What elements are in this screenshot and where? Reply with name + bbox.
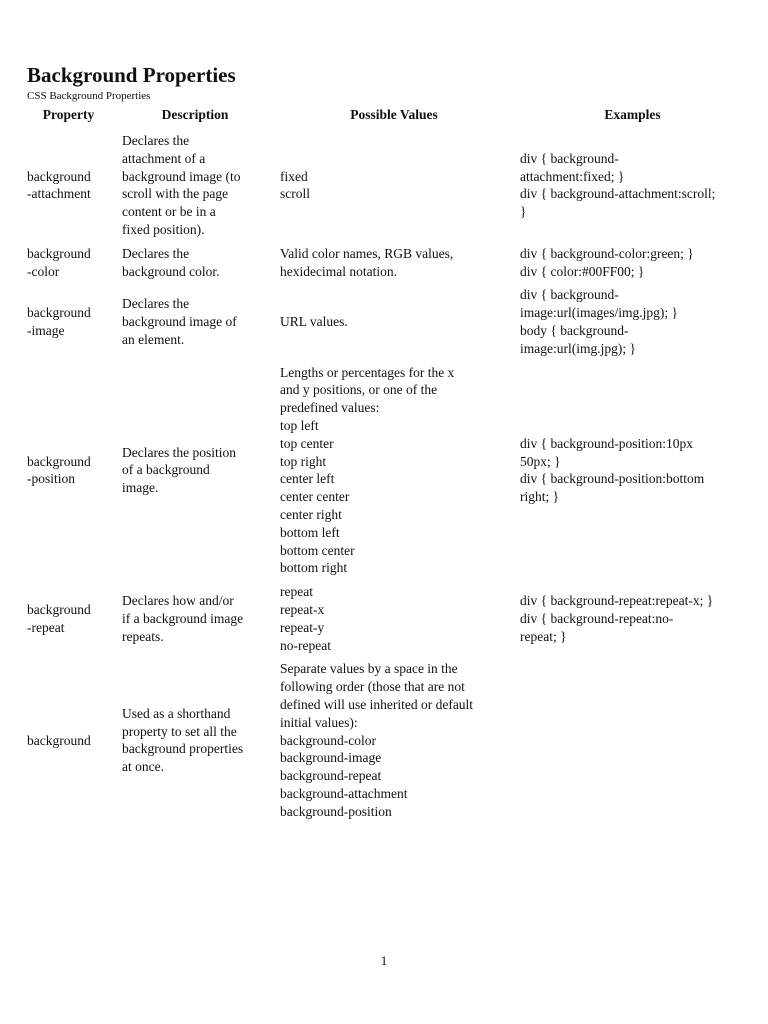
header-examples: Examples <box>604 107 661 122</box>
table-row <box>21 580 751 657</box>
cell-line: div { background- <box>520 150 619 166</box>
cell-line: Declares the <box>122 245 190 261</box>
cell-line: center right <box>280 506 342 522</box>
cell-line: of a background <box>122 462 210 478</box>
cell-line: background-repeat <box>280 768 382 784</box>
cell-line: bottom center <box>280 542 355 558</box>
description-cell <box>116 242 274 284</box>
cell-line: background image of <box>122 314 237 330</box>
description-cell <box>116 361 274 581</box>
cell-line: -repeat <box>27 619 65 635</box>
cell-line: Separate values by a space in the <box>280 661 458 677</box>
cell-line: scroll with the page <box>122 186 229 202</box>
property-cell <box>21 361 116 581</box>
property-cell <box>21 657 116 823</box>
header-possible-values: Possible Values <box>350 107 438 122</box>
cell-line: if a background image <box>122 610 244 626</box>
cell-line: -color <box>27 263 60 279</box>
cell-line: div { background-attachment:scroll; <box>520 186 716 202</box>
examples-cell <box>514 242 751 284</box>
possible-values-cell <box>274 129 514 242</box>
header-property: Property <box>42 107 95 122</box>
cell-line: center center <box>280 489 350 505</box>
page-number: 1 <box>380 953 388 968</box>
cell-line: an element. <box>122 331 185 347</box>
cell-line: image:url(images/img.jpg); } <box>520 305 678 321</box>
examples-cell <box>514 129 751 242</box>
cell-line: attachment:fixed; } <box>520 168 625 184</box>
cell-line: background <box>27 305 91 321</box>
cell-line: bottom right <box>280 560 348 576</box>
cell-line: Declares the position <box>122 444 236 460</box>
cell-line: center left <box>280 471 335 487</box>
cell-line: Declares the <box>122 133 190 148</box>
cell-line: right; } <box>520 489 560 505</box>
cell-line: top right <box>280 453 327 469</box>
possible-values-cell <box>274 361 514 581</box>
cell-line: Lengths or percentages for the x <box>280 364 455 380</box>
cell-line: background-attachment <box>280 785 408 801</box>
cell-line: top left <box>280 417 319 433</box>
cell-line: at once. <box>122 759 164 775</box>
header-description: Description <box>161 107 229 122</box>
cell-line: background-color <box>280 732 376 748</box>
cell-line: fixed <box>280 168 308 184</box>
cell-line: background <box>27 168 91 184</box>
cell-line: div { background-repeat:no- <box>520 610 674 626</box>
cell-line: Valid color names, RGB values, <box>280 245 454 261</box>
examples-cell <box>514 361 751 581</box>
cell-line: div { background-color:green; } <box>520 245 694 261</box>
cell-line: background color. <box>122 263 220 279</box>
property-cell <box>21 283 116 360</box>
cell-line: -attachment <box>27 186 91 202</box>
examples-cell <box>514 657 751 823</box>
cell-line: background-position <box>280 803 392 819</box>
cell-line: div { background-position:bottom <box>520 471 705 487</box>
examples-cell <box>514 283 751 360</box>
cell-line: background properties <box>122 741 244 757</box>
cell-line: div { background- <box>520 287 619 303</box>
cell-line: attachment of a <box>122 150 206 166</box>
cell-line: hexidecimal notation. <box>280 263 397 279</box>
possible-values-cell <box>274 242 514 284</box>
cell-line: Used as a shorthand <box>122 705 231 721</box>
table-row <box>21 242 751 284</box>
table-row <box>21 283 751 360</box>
table-row <box>21 361 751 581</box>
cell-line: scroll <box>280 186 310 202</box>
cell-line: background <box>27 453 91 469</box>
description-cell <box>116 129 274 242</box>
cell-line: repeat-y <box>280 619 325 635</box>
cell-line: property to set all the <box>122 723 237 739</box>
cell-line: fixed position). <box>122 221 205 237</box>
cell-line: body { background- <box>520 322 629 338</box>
cell-line: div { background-position:10px <box>520 435 693 451</box>
cell-line: repeats. <box>122 628 164 644</box>
cell-line: bottom left <box>280 524 340 540</box>
cell-line: image. <box>122 480 159 496</box>
description-cell <box>116 580 274 657</box>
cell-line: predefined values: <box>280 400 380 416</box>
cell-line: initial values): <box>280 714 358 730</box>
cell-line: div { color:#00FF00; } <box>520 263 645 279</box>
properties-table <box>21 103 751 823</box>
cell-line: repeat <box>280 584 313 600</box>
cell-line: background <box>27 245 91 261</box>
cell-line: top center <box>280 435 334 451</box>
possible-values-cell <box>274 283 514 360</box>
property-cell <box>21 580 116 657</box>
examples-cell <box>514 580 751 657</box>
cell-line: -position <box>27 471 76 487</box>
table-body <box>21 129 751 823</box>
cell-line: and y positions, or one of the <box>280 382 438 398</box>
cell-line: image:url(img.jpg); } <box>520 340 636 356</box>
cell-line: following order (those that are not <box>280 679 465 695</box>
cell-line: background <box>27 601 91 617</box>
cell-line: Declares the <box>122 296 190 312</box>
cell-line: repeat-x <box>280 601 325 617</box>
cell-line: background <box>27 732 91 748</box>
cell-line: background-image <box>280 750 382 766</box>
cell-line: -image <box>27 322 65 338</box>
property-cell <box>21 129 116 242</box>
cell-line: content or be in a <box>122 204 216 220</box>
cell-line: Declares how and/or <box>122 593 234 609</box>
table-header-row <box>21 103 751 129</box>
cell-line: URL values. <box>280 314 348 330</box>
property-cell <box>21 242 116 284</box>
cell-line: no-repeat <box>280 637 331 653</box>
cell-line: background image (to <box>122 168 241 184</box>
table-row <box>21 657 751 823</box>
cell-line: defined will use inherited or default <box>280 696 474 712</box>
table-row <box>21 129 751 242</box>
possible-values-cell <box>274 580 514 657</box>
cell-line: repeat; } <box>520 628 567 644</box>
cell-line: 50px; } <box>520 453 561 469</box>
description-cell <box>116 657 274 823</box>
page-title: Background Properties <box>27 63 236 87</box>
description-cell <box>116 283 274 360</box>
cell-line: } <box>520 204 527 220</box>
possible-values-cell <box>274 657 514 823</box>
cell-line: div { background-repeat:repeat-x; } <box>520 593 714 609</box>
page-subtitle: CSS Background Properties <box>27 90 151 102</box>
